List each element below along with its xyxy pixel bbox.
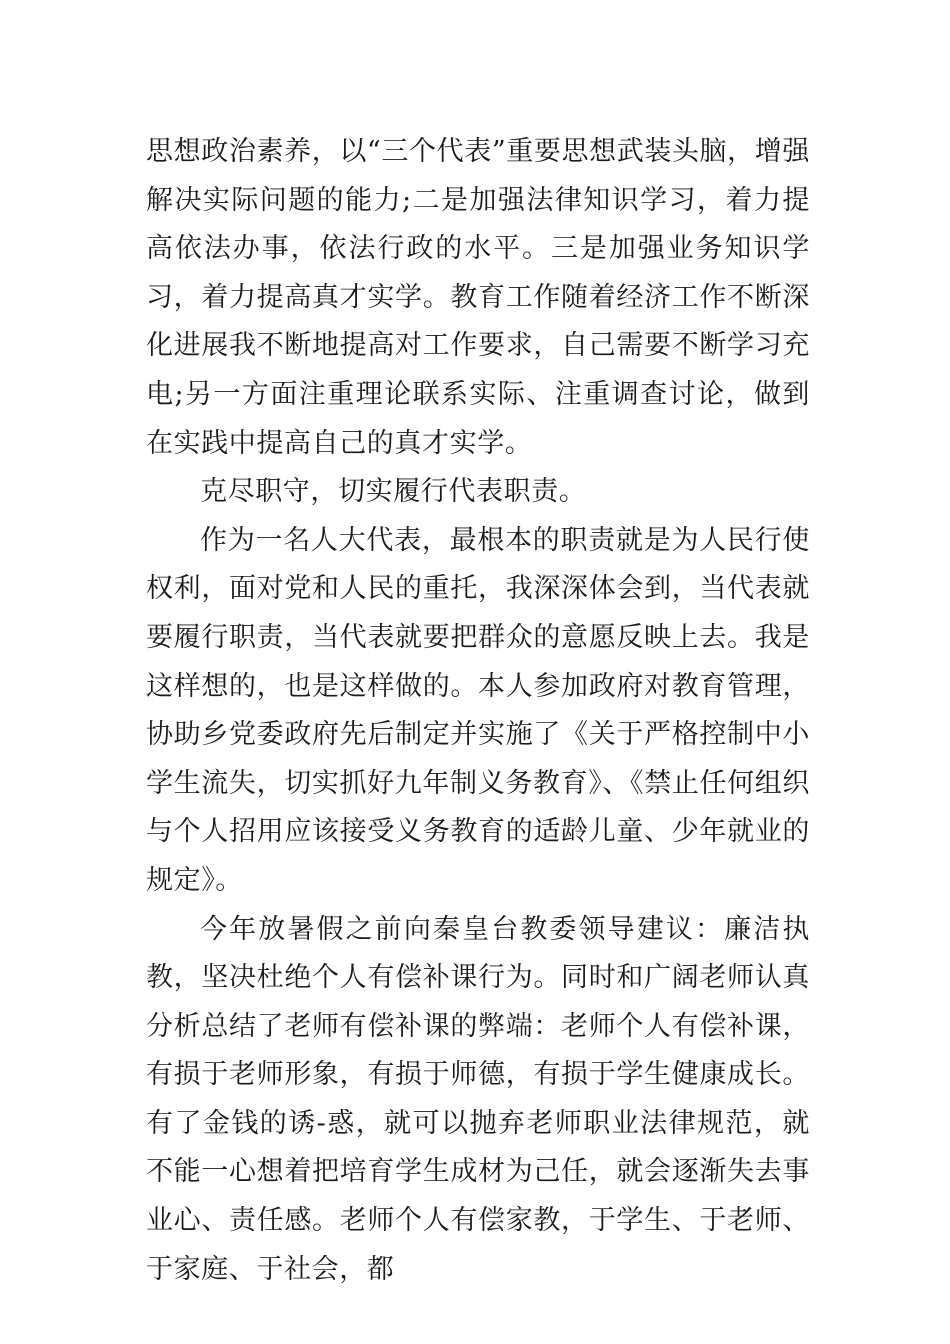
paragraph-3: 作为一名人大代表，最根本的职责就是为人民行使权利，面对党和人民的重托，我深深体会到，当代表就要履行职责，当代表就要把群众的意愿反映上去。我是这样想的，也是这样做的。本人参加政府对教育管理，协助乡党委政府先后制定并实施了《关于严格控制中小学生流失，切实抓好九年制义务教育》、《禁止任何组织与个人招用应该接受义务教育的适龄儿童、少年就业的规定》。 bbox=[146, 524, 810, 896]
paragraph-4: 今年放暑假之前向秦皇台教委领导建议：廉洁执教，坚决杜绝个人有偿补课行为。同时和广阔老师认真分析总结了老师有偿补课的弊端：老师个人有偿补课，有损于老师形象，有损于师德，有损于学生健康成长。有了金钱的诱-惑，就可以抛弃老师职业法律规范，就不能一心想着把培育学生成材为己任，就会逐渐失去事业心、责任感。老师个人有偿家教，于学生、于老师、于家庭、于社会，都 bbox=[146, 913, 810, 1285]
document-body bbox=[146, 128, 810, 1294]
paragraph-2-heading: 克尽职守，切实履行代表职责。 bbox=[200, 476, 587, 508]
paragraph-1: 思想政治素养，以“三个代表”重要思想武装头脑，增强解决实际问题的能力;二是加强法律知识学习，着力提高依法办事，依法行政的水平。三是加强业务知识学习，着力提高真才实学。教育工作随着经济工作不断深化进展我不断地提高对工作要求，自己需要不断学习充电;另一方面注重理论联系实际、注重调查讨论，做到在实践中提高自己的真才实学。 bbox=[146, 136, 810, 459]
